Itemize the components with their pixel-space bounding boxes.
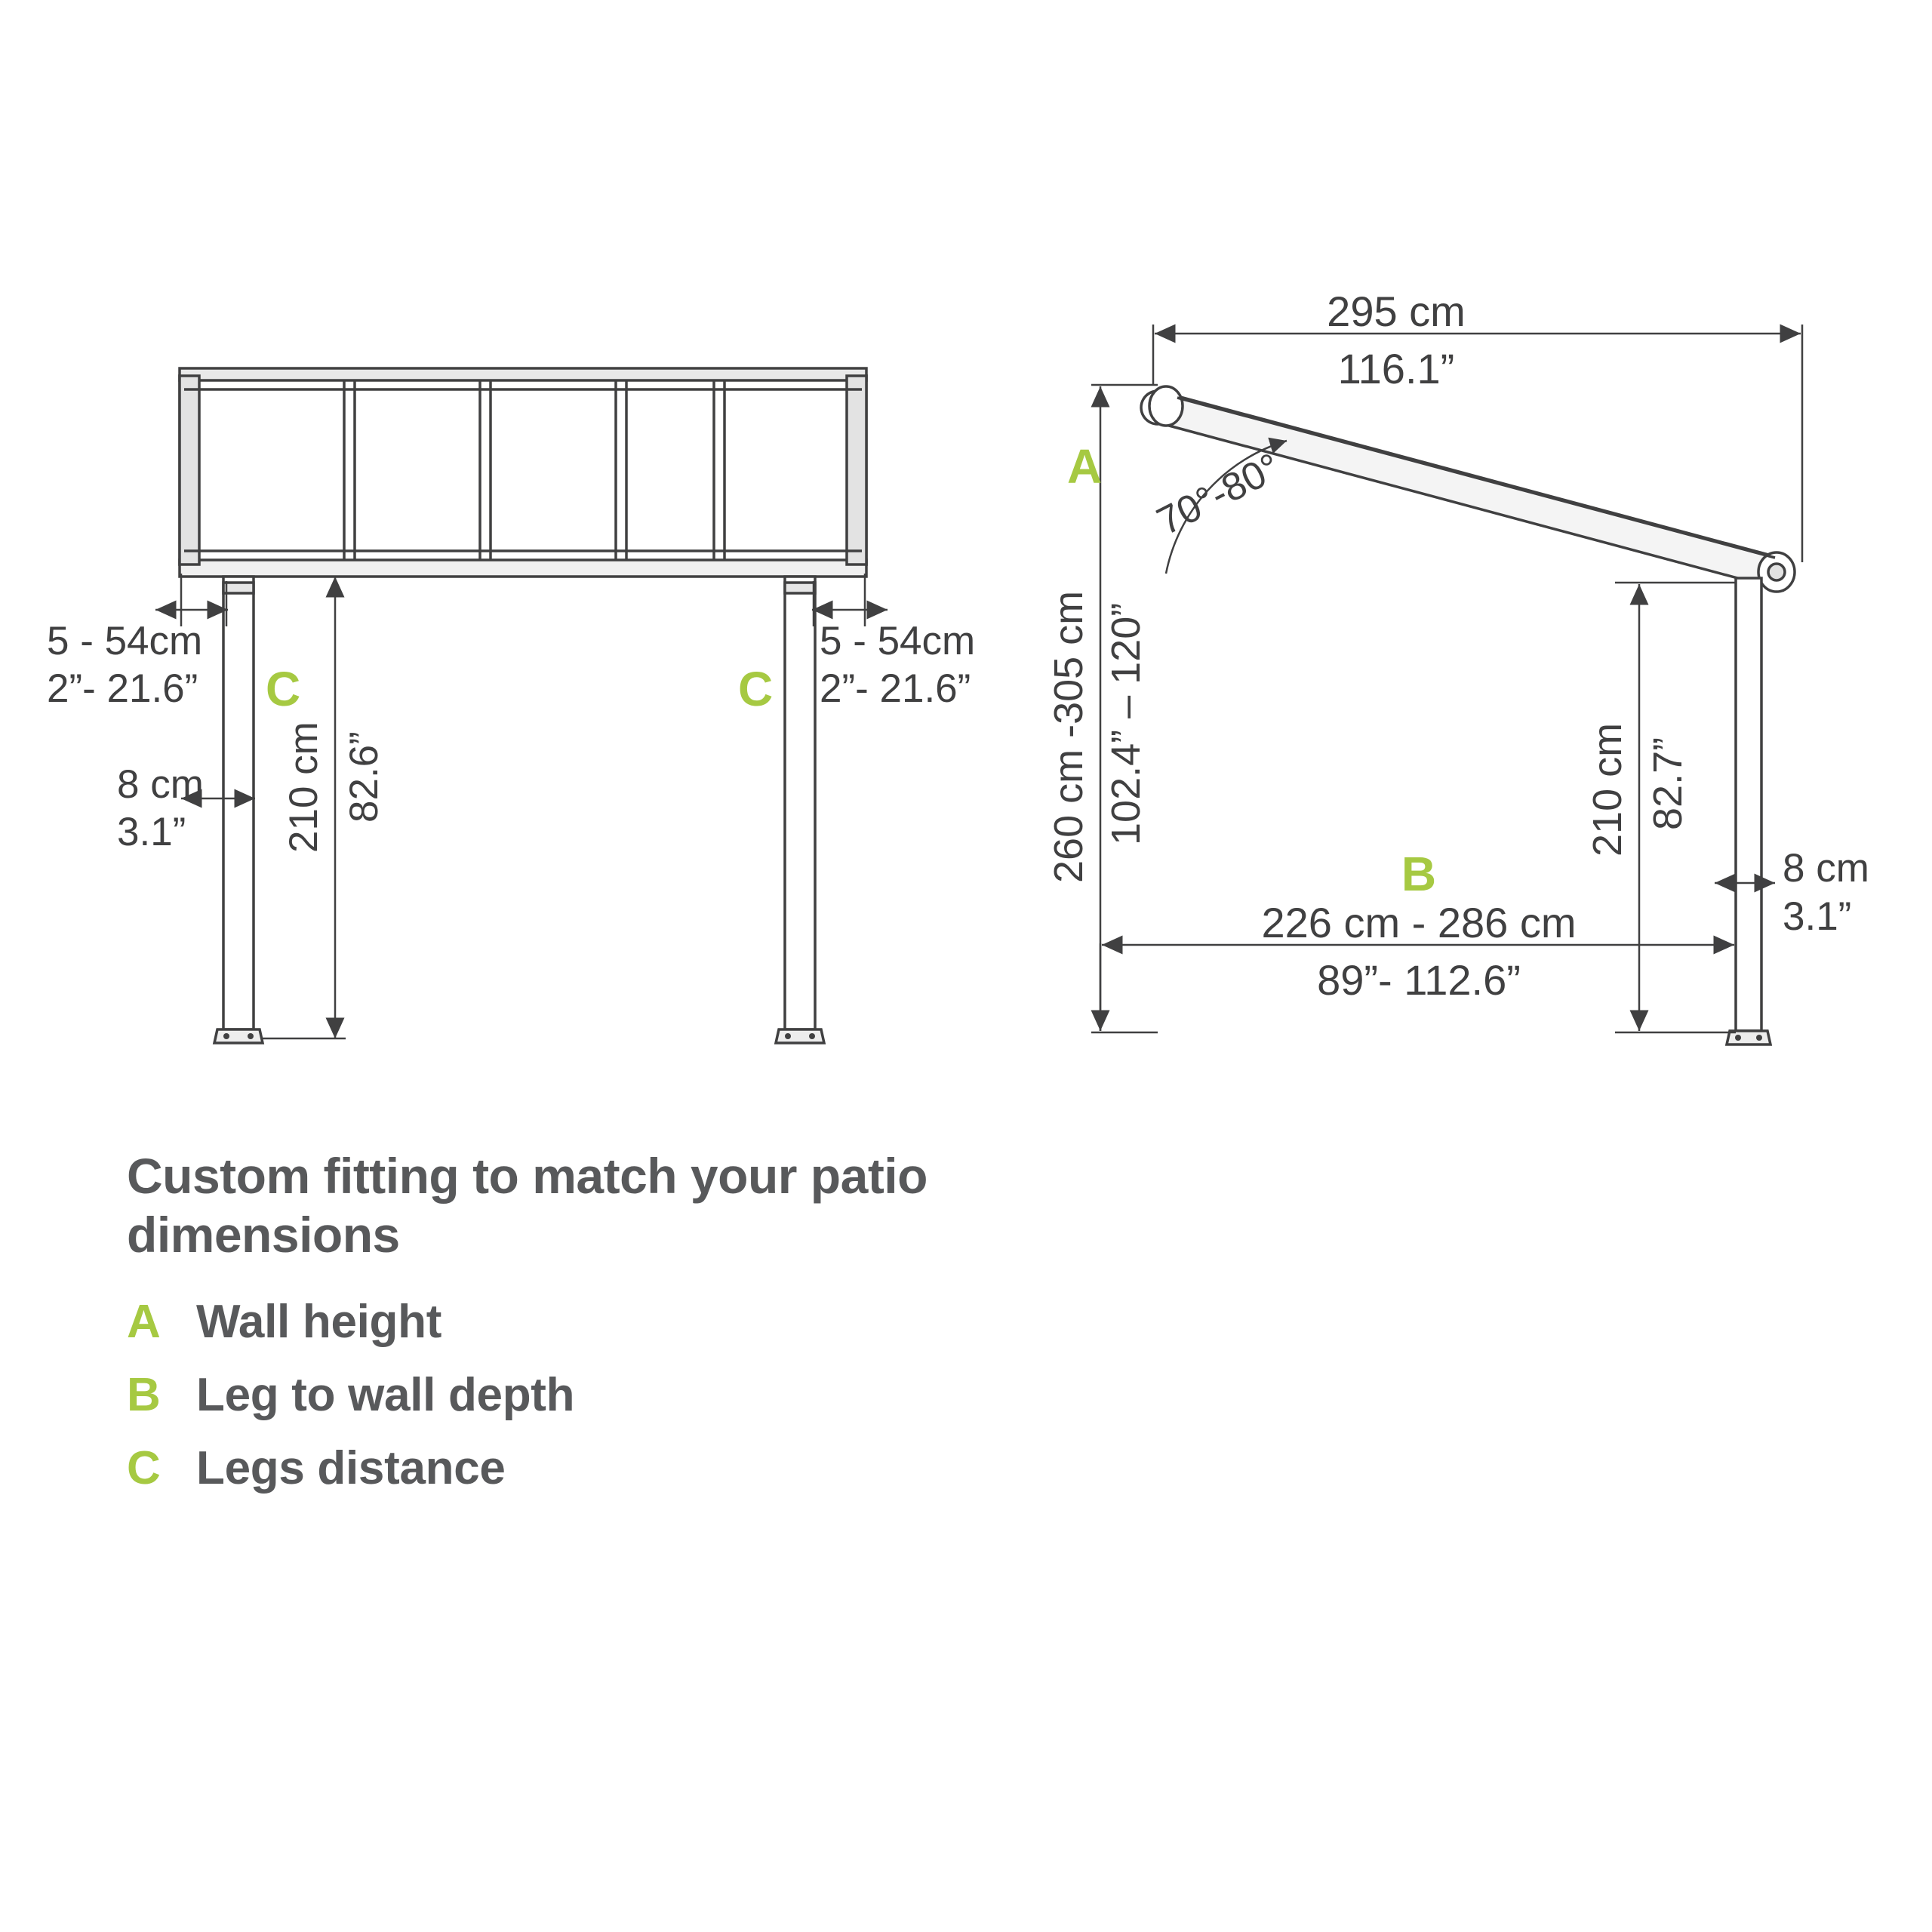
side-wall-height-cm: 260 cm -305 cm	[1046, 590, 1091, 883]
front-left-offset-in: 2”- 21.6”	[47, 666, 198, 711]
legend-title: Custom fitting to match your patio dimensions	[127, 1148, 928, 1263]
side-post-right	[1727, 578, 1770, 1044]
side-post-height-in: 82.7”	[1645, 737, 1690, 830]
front-view-group	[47, 368, 975, 1043]
side-depth-cm: 226 cm - 286 cm	[1261, 899, 1577, 946]
front-post-height-in: 82.6”	[342, 731, 386, 823]
front-post-width-cm: 8 cm	[117, 762, 204, 807]
legend-label-b: Leg to wall depth	[196, 1368, 575, 1421]
front-post-right	[776, 577, 824, 1043]
legend-label-c: Legs distance	[196, 1441, 506, 1494]
side-post-width-cm: 8 cm	[1783, 846, 1869, 891]
front-post-width-in: 3.1”	[117, 810, 186, 854]
side-view-group	[1046, 288, 1869, 1044]
legend-item-b	[127, 1368, 1259, 1422]
legend-item-a	[127, 1295, 1259, 1349]
side-post-height-cm: 210 cm	[1585, 722, 1630, 857]
front-post-height-cm: 210 cm	[281, 721, 326, 853]
legend-key-a: A	[127, 1295, 161, 1348]
side-marker-a: A	[1067, 439, 1103, 494]
canopy-front	[180, 368, 866, 577]
legend-key-b: B	[127, 1368, 161, 1421]
side-post-width-in: 3.1”	[1783, 894, 1852, 939]
legend-key-c: C	[127, 1441, 161, 1494]
front-post-left	[214, 577, 263, 1043]
side-marker-b: B	[1401, 847, 1437, 901]
side-projection-in: 116.1”	[1337, 345, 1455, 392]
side-projection-cm: 295 cm	[1327, 288, 1466, 335]
front-right-offset-cm: 5 - 54cm	[820, 619, 976, 663]
side-angle-label: 70°-80°	[1150, 445, 1288, 544]
legend-label-a: Wall height	[196, 1295, 442, 1348]
front-right-offset-in: 2”- 21.6”	[820, 666, 971, 711]
side-wall-height-in: 102.4” – 120”	[1103, 602, 1149, 845]
legend	[127, 1147, 1259, 1515]
front-marker-c-left: C	[266, 662, 301, 716]
legend-item-c	[127, 1441, 1259, 1495]
side-depth-in: 89”- 112.6”	[1317, 956, 1521, 1004]
front-left-offset-cm: 5 - 54cm	[47, 619, 203, 663]
front-marker-c-right: C	[738, 662, 774, 716]
